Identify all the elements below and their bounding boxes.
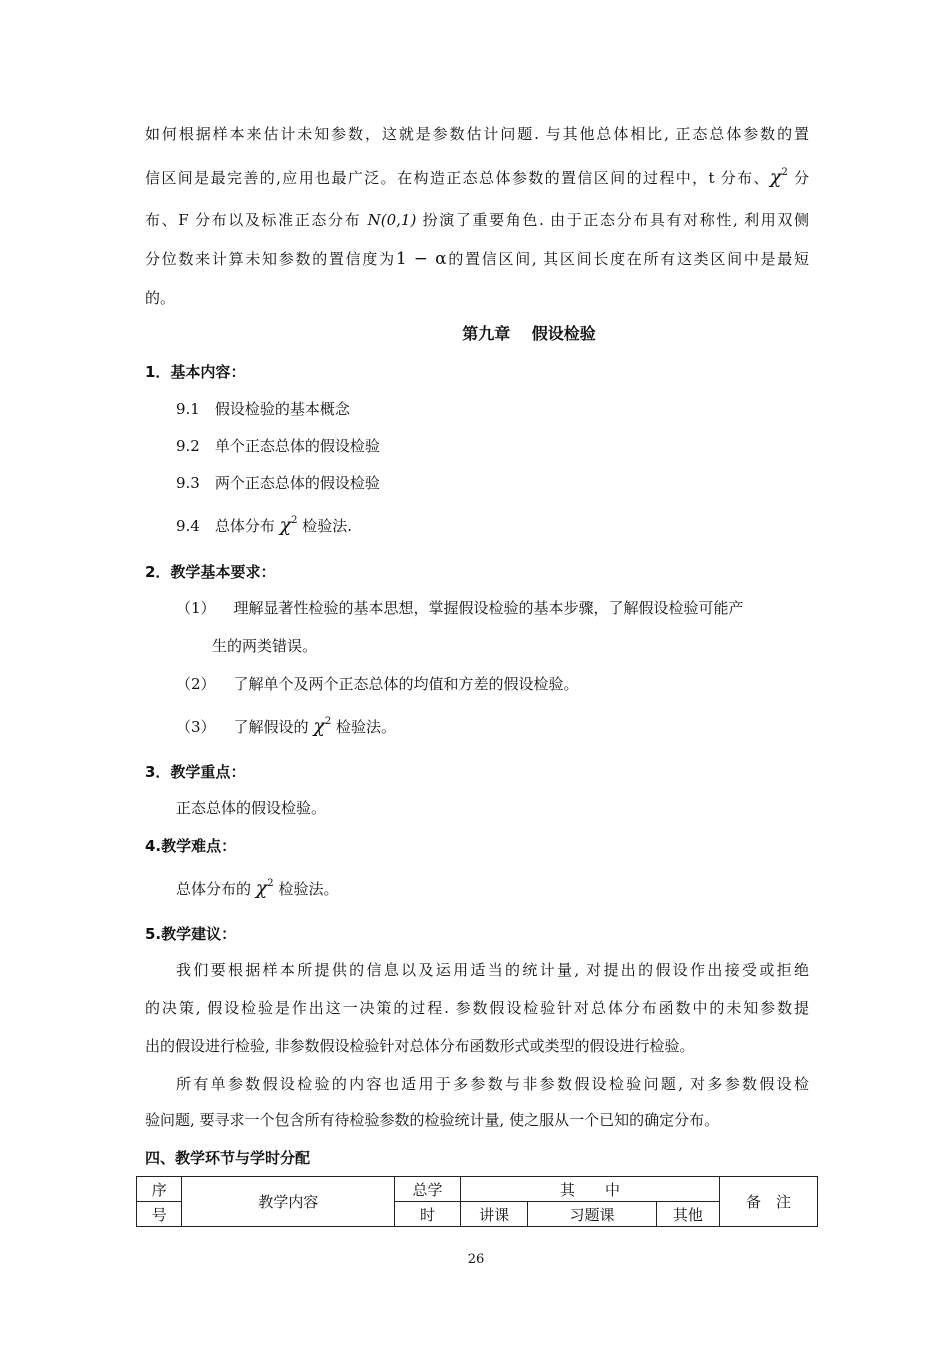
- list-item: 9.2 单个正态总体的假设检验: [176, 437, 380, 455]
- page-number: 26: [467, 1252, 485, 1267]
- section-4-heading: 4.教学难点：: [145, 837, 237, 855]
- table-header-remark: 备 注: [720, 1177, 818, 1227]
- paragraph-line: 验问题, 要寻求一个包含所有待检验参数的检验统计量, 使之服从一个已知的确定分布。: [145, 1111, 720, 1129]
- requirement-1-cont: 生的两类错误。: [212, 637, 318, 655]
- table-header-content: 教学内容: [182, 1177, 395, 1227]
- section-5-heading: 5.教学建议：: [145, 925, 237, 943]
- table-header-lecture: 讲课: [460, 1202, 528, 1227]
- paragraph-line: 出的假设进行检验, 非参数假设检验针对总体分布函数形式或类型的假设进行检验。: [145, 1037, 695, 1055]
- chi-exponent: 2: [291, 515, 298, 526]
- section-3-heading: 3．教学重点：: [145, 763, 246, 781]
- chi-exponent: 2: [781, 167, 788, 178]
- intro-line-4-end: 的置信区间, 其区间长度在所有这类区间中是最短: [446, 250, 809, 268]
- requirement-text: 了解假设的: [233, 718, 314, 736]
- list-item: [176, 515, 352, 536]
- intro-line-4-text: 分位数来计算未知参数的置信度为: [145, 250, 396, 268]
- table-header-other: 其他: [656, 1202, 720, 1227]
- requirement-text: 了解单个及两个正态总体的均值和方差的假设检验。: [233, 675, 579, 693]
- intro-line-2-text: 信区间是最完善的,应用也最广泛。在构造正态总体参数的置信区间的过程中，t 分布、: [145, 169, 770, 187]
- requirement-number: （2）: [176, 675, 216, 693]
- intro-line-2: [145, 167, 809, 188]
- requirement-2: [176, 674, 579, 694]
- section-3-text: 正态总体的假设检验。: [176, 799, 327, 817]
- section-four-heading: 四、教学环节与学时分配: [145, 1149, 311, 1167]
- requirement-number: （3）: [176, 718, 216, 736]
- paragraph-line: 所有单参数假设检验的内容也适用于多参数与非参数假设检验问题, 对多参数假设检: [176, 1075, 809, 1093]
- paragraph-line: 我们要根据样本所提供的信息以及运用适当的统计量, 对提出的假设作出接受或拒绝: [176, 961, 809, 979]
- chi-symbol: χ: [255, 877, 268, 899]
- table-header-seq-2: 号: [137, 1202, 182, 1227]
- requirement-text-end: 检验法。: [331, 718, 396, 736]
- requirement-text: 理解显著性检验的基本思想，掌握假设检验的基本步骤，了解假设检验可能产: [233, 599, 744, 617]
- intro-line-3-text: 布、F 分布以及标准正态分布: [145, 211, 368, 229]
- table-header-hours-2: 时: [395, 1202, 461, 1227]
- intro-line-1: 如何根据样本来估计未知参数，这就是参数估计问题. 与其他总体相比, 正态总体参数的置: [145, 125, 809, 143]
- list-item: 9.3 两个正态总体的假设检验: [176, 474, 380, 492]
- chi-exponent: 2: [324, 716, 332, 727]
- intro-line-5: 的。: [145, 289, 176, 307]
- table-header-among: 其 中: [460, 1177, 719, 1202]
- intro-line-2-end: 分: [793, 169, 809, 187]
- section-1-heading: 1．基本内容：: [145, 363, 246, 381]
- chi-symbol: χ: [769, 166, 782, 188]
- list-item: 9.1 假设检验的基本概念: [176, 400, 350, 418]
- list-item-text: 9.4 总体分布: [176, 517, 280, 535]
- chapter-title: 第九章 假设检验: [462, 324, 596, 343]
- paragraph-line: 的决策, 假设检验是作出这一决策的过程. 参数假设检验针对总体分布函数中的未知参数提: [145, 999, 809, 1017]
- table-header-hours-1: 总学: [395, 1177, 461, 1202]
- section-4-text-start: 总体分布的: [176, 880, 256, 898]
- requirement-number: （1）: [176, 599, 216, 617]
- list-item-end: 检验法.: [297, 517, 353, 535]
- requirement-1: [176, 598, 744, 618]
- section-4-text: [176, 878, 338, 899]
- normal-dist-notation: N(0,1): [367, 211, 417, 229]
- table-header-exercise: 习题课: [528, 1202, 656, 1227]
- requirement-3: [176, 716, 396, 737]
- confidence-level: 1 − α: [395, 249, 447, 269]
- chi-symbol: χ: [279, 514, 292, 536]
- intro-line-3: [145, 210, 809, 230]
- section-4-text-end: 检验法。: [273, 880, 339, 898]
- table-header-seq-1: 序: [137, 1177, 182, 1202]
- intro-line-3-end: 扮演了重要角色. 由于正态分布具有对称性, 利用双侧: [416, 211, 809, 229]
- schedule-table: [136, 1176, 818, 1227]
- chi-exponent: 2: [267, 878, 274, 889]
- section-2-heading: 2．教学基本要求：: [145, 563, 276, 581]
- chi-symbol: χ: [313, 715, 325, 737]
- intro-line-4: [145, 249, 809, 269]
